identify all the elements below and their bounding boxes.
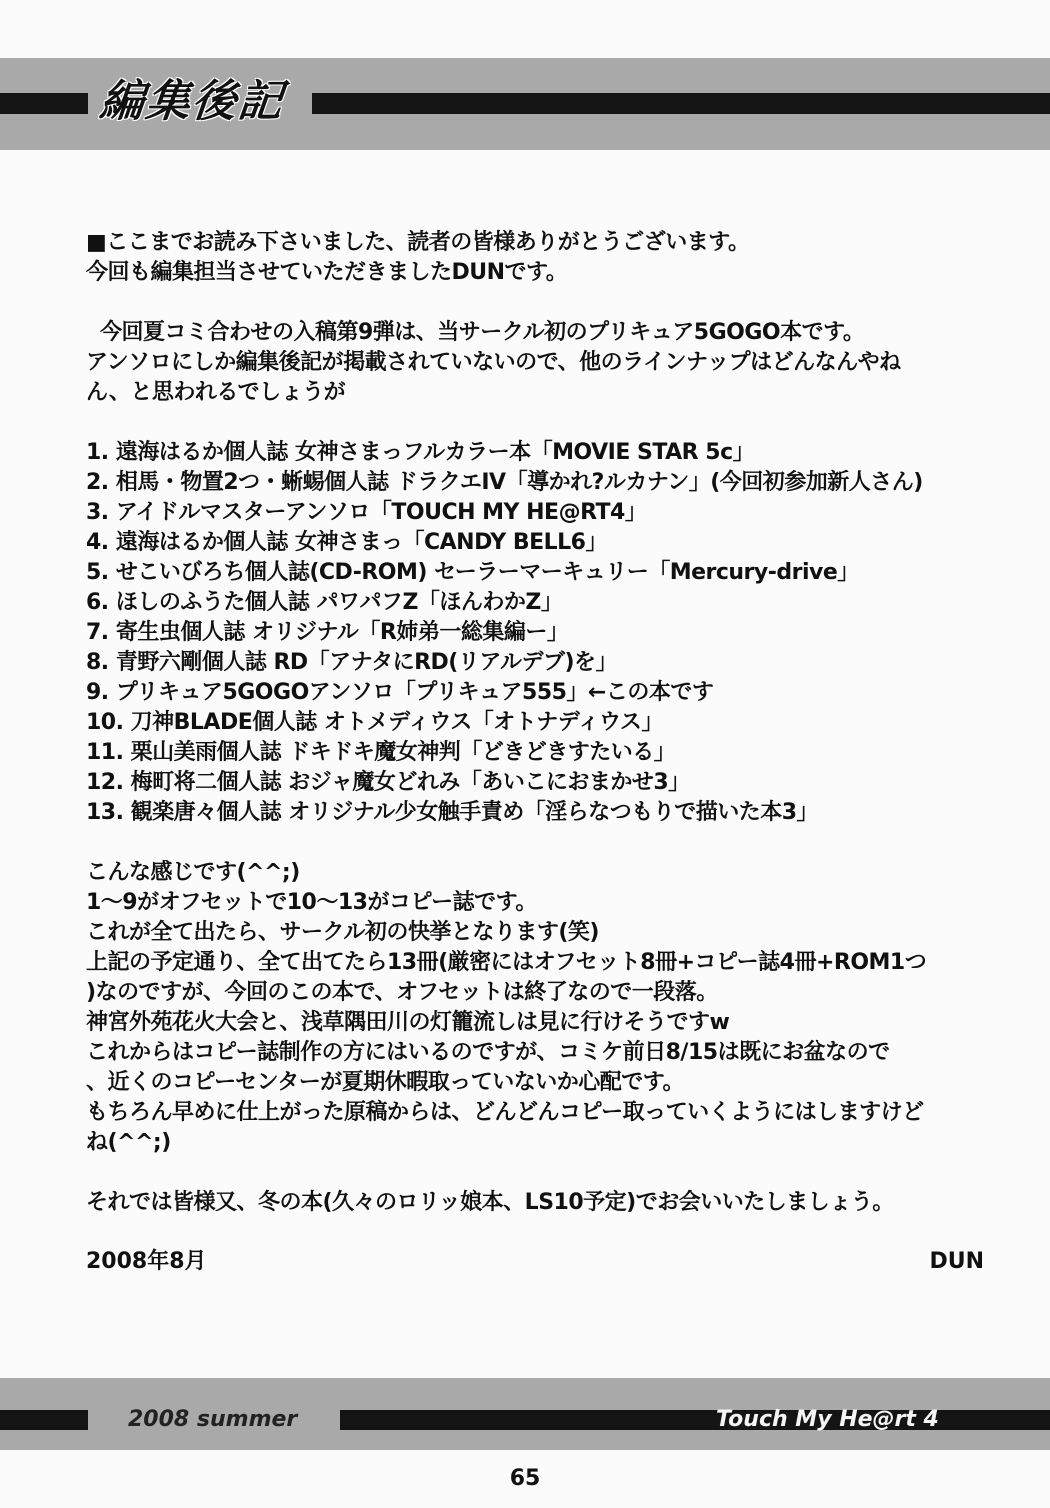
lineup-list [86,438,986,828]
lineup-item: 12. 梅町将二個人誌 おジャ魔女どれみ「あいこにおまかせ3」 [86,770,690,795]
note-line: もちろん早めに仕上がった原稿からは、どんどんコピー取っていくようにはしますけど [86,1100,924,1125]
footer-rule-right [340,1410,1050,1430]
lineup-item: 9. プリキュア5GOGOアンソロ「プリキュア555」←この本です [86,680,714,705]
afterword-body [86,228,986,1218]
signature-name: DUN [929,1249,984,1274]
header-rule-right [312,93,1050,114]
lineup-item: 7. 寄生虫個人誌 オリジナル「R姉弟一総集編ー」 [86,620,569,645]
note-line: こんな感じです(^^;) [86,860,300,885]
note-line: )なのですが、今回のこの本で、オフセットは終了なので一段落。 [86,980,718,1005]
summary-line: ん、と思われるでしょうが [86,380,346,405]
signature-date: 2008年8月 [86,1249,207,1274]
closing-line: それでは皆様又、冬の本(久々のロリッ娘本、LS10予定)でお会いいたしましょう。 [86,1190,894,1215]
intro-line: 今回も編集担当させていただきましたDUNです。 [86,260,568,285]
lineup-item: 13. 観楽唐々個人誌 オリジナル少女触手責め「淫らなつもりで描いた本3」 [86,800,819,825]
header-rule-left [0,93,88,114]
note-line: これからはコピー誌制作の方にはいるのですが、コミケ前日8/15は既にお盆なので [86,1040,890,1065]
page-title: 編集後記 [97,76,287,127]
lineup-item: 4. 遠海はるか個人誌 女神さまっ「CANDY BELL6」 [86,530,607,555]
summary-line: 今回夏コミ合わせの入稿第9弾は、当サークル初のプリキュア5GOGO本です。 [100,320,865,345]
lineup-item: 5. せこいびろち個人誌(CD-ROM) セーラーマーキュリー「Mercury-drive」 [86,560,859,585]
note-line: これが全て出たら、サークル初の快挙となります(笑) [86,920,599,945]
summary-line: アンソロにしか編集後記が掲載されていないので、他のラインナップはどんなんやね [86,350,901,375]
footer-book-title: Touch My He@rt 4 [716,1407,939,1432]
lineup-item: 10. 刀神BLADE個人誌 オトメディウス「オトナディウス」 [86,710,663,735]
note-line: 上記の予定通り、全て出てたら13冊(厳密にはオフセット8冊+コピー誌4冊+ROM1つ [86,950,927,975]
note-line: 1～9がオフセットで10～13がコピー誌です。 [86,890,537,915]
lineup-item: 3. アイドルマスターアンソロ「TOUCH MY HE@RT4」 [86,500,647,525]
note-line: 、近くのコピーセンターが夏期休暇取っていないか心配です。 [86,1070,685,1095]
note-line: ね(^^;) [86,1130,171,1155]
lineup-item: 6. ほしのふうた個人誌 パワパフZ「ほんわかZ」 [86,590,563,615]
note-line: 神宮外苑花火大会と、浅草隅田川の灯籠流しは見に行けそうですw [86,1010,730,1035]
lineup-item: 11. 栗山美雨個人誌 ドキドキ魔女神判「どきどきすたいる」 [86,740,676,765]
lineup-item: 2. 相馬・物置2つ・蜥蜴個人誌 ドラクエIV「導かれ?ルカナン」(今回初参加新人さん) [86,470,923,495]
lineup-item: 8. 青野六剛個人誌 RD「アナタにRD(リアルデブ)を」 [86,650,618,675]
footer-rule-left [0,1410,88,1430]
page-number: 65 [509,1466,541,1491]
lineup-item: 1. 遠海はるか個人誌 女神さまっフルカラー本「MOVIE STAR 5c」 [86,440,755,465]
intro-line: ■ここまでお読み下さいました、読者の皆様ありがとうございます。 [86,230,750,255]
footer-season: 2008 summer [128,1407,298,1432]
signature-row [86,1246,984,1278]
